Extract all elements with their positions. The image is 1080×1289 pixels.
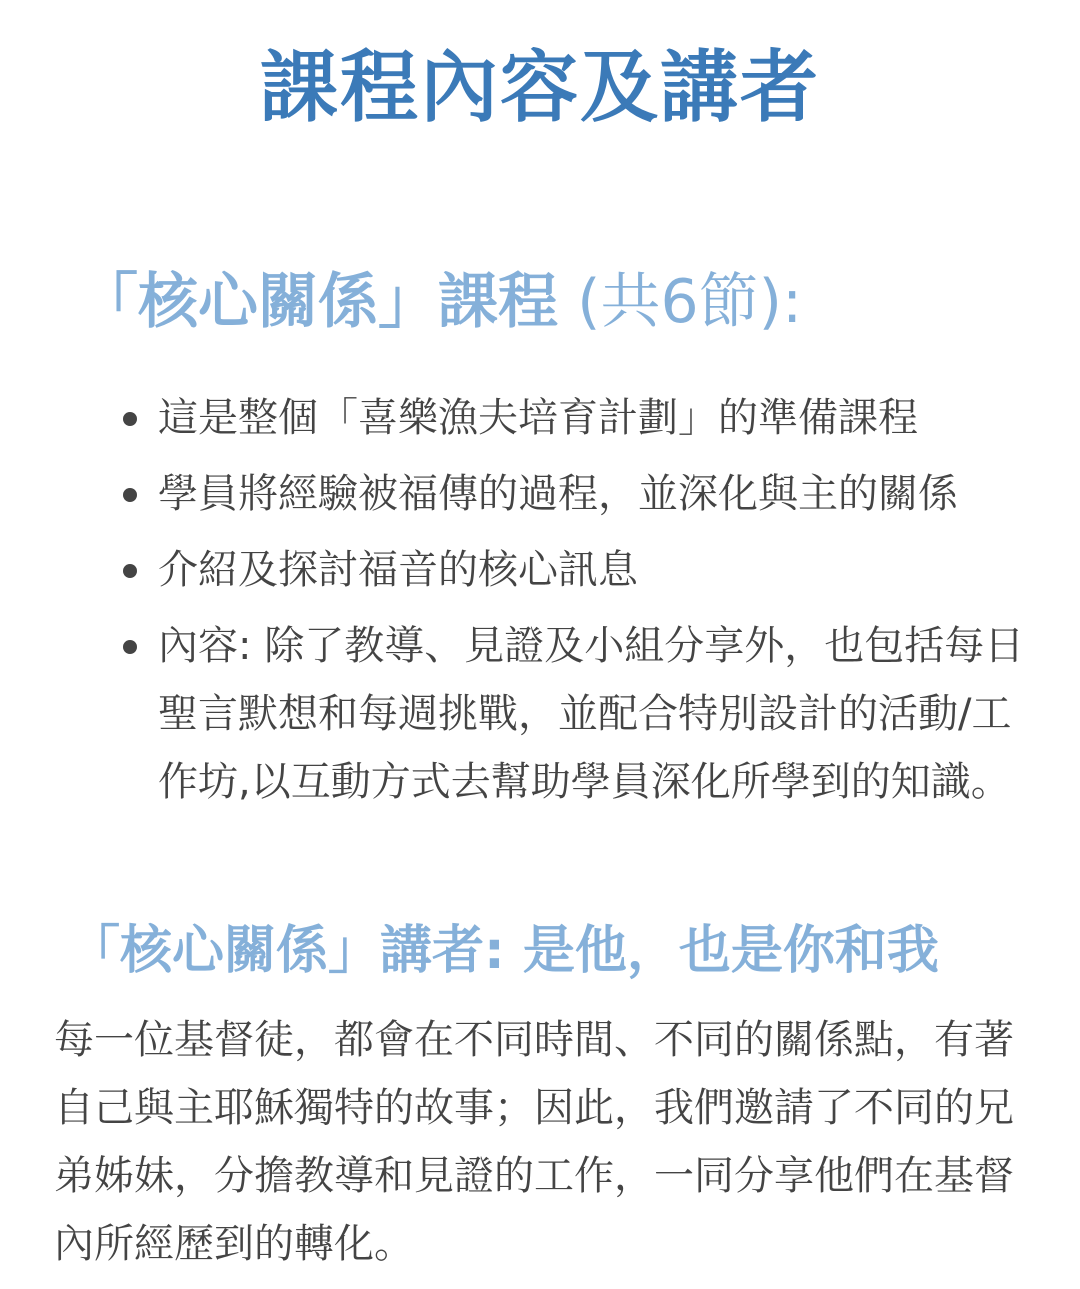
list-item bbox=[0, 384, 1038, 452]
list-item bbox=[0, 460, 1038, 528]
course-bullet-list bbox=[0, 384, 1080, 824]
bullet-dot-icon bbox=[123, 412, 137, 426]
bullet-dot-icon bbox=[123, 488, 137, 502]
list-item-text: 這是整個「喜樂漁夫培育計劃」的準備課程 bbox=[158, 395, 918, 441]
speaker-section-heading: 「核心關係」講者: 是他，也是你和我 bbox=[68, 921, 939, 981]
list-item bbox=[0, 612, 1038, 816]
list-item-text: 內容: 除了教導、見證及小組分享外，也包括每日聖言默想和每週挑戰，並配合特別設計的活動/工作坊,以互動方式去幫助學員深化所學到的知識。 bbox=[158, 623, 1025, 805]
course-section-heading bbox=[78, 262, 802, 342]
page-title: 課程內容及講者 bbox=[259, 43, 820, 133]
course-heading-bold: 「核心關係」課程 bbox=[78, 267, 558, 337]
list-item bbox=[0, 536, 1038, 604]
speaker-body-text: 每一位基督徒，都會在不同時間、不同的關係點，有著自己與主耶穌獨特的故事；因此，我們邀請了不同的兄弟姊妹，分擔教導和見證的工作，一同分享他們在基督內所經歷到的轉化。 bbox=[54, 1017, 1014, 1267]
course-heading-light: (共6節): bbox=[558, 267, 803, 337]
list-item-text: 學員將經驗被福傳的過程，並深化與主的關係 bbox=[158, 471, 958, 517]
bullet-dot-icon bbox=[123, 640, 137, 654]
list-item-text: 介紹及探討福音的核心訊息 bbox=[158, 547, 638, 593]
bullet-dot-icon bbox=[123, 564, 137, 578]
